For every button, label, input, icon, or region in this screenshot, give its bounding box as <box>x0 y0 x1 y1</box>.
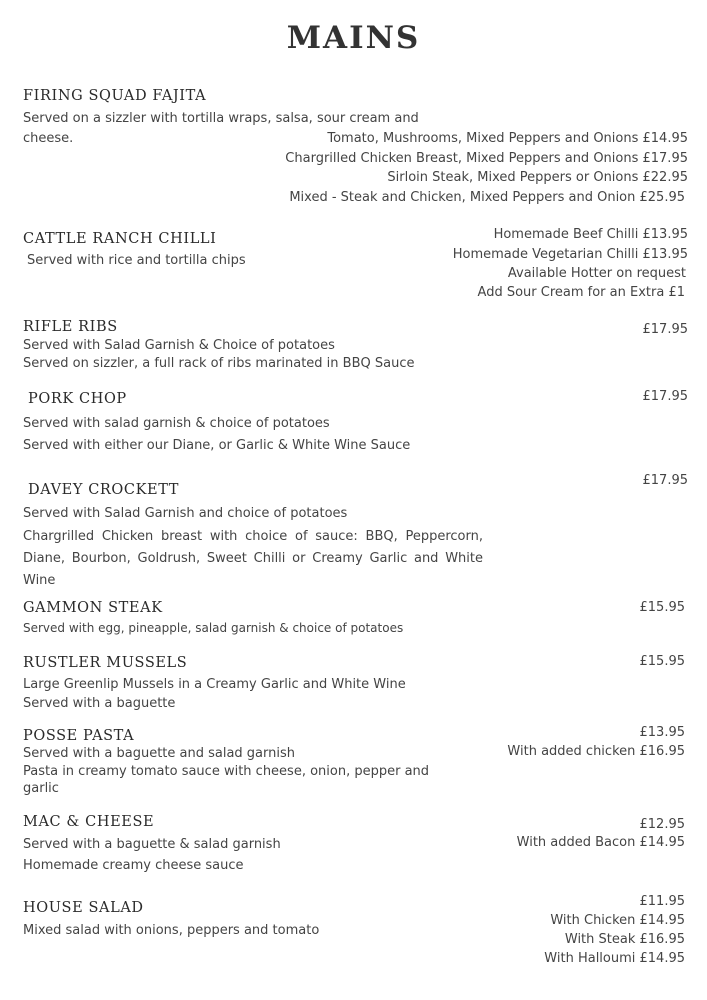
chilli-option: Homemade Vegetarian Chilli £13.95 <box>452 247 688 262</box>
salad-option: With Chicken £14.95 <box>550 913 685 928</box>
fajita-option: Chargrilled Chicken Breast, Mixed Peppers and Onions £17.95 <box>285 151 688 166</box>
chilli-option: Available Hotter on request <box>507 266 686 281</box>
davey-price: £17.95 <box>642 473 688 488</box>
mac-price: £12.95 <box>639 817 685 832</box>
fajita-option: Sirloin Steak, Mixed Peppers or Onions £22.95 <box>387 170 688 185</box>
mussels-name: RUSTLER MUSSELS <box>23 655 188 671</box>
mussels-description: Large Greenlip Mussels in a Creamy Garlic and White Wine <box>23 677 406 692</box>
page-title: MAINS <box>286 20 421 56</box>
gammon-name: GAMMON STEAK <box>23 600 163 616</box>
salad-description: Mixed salad with onions, peppers and tomato <box>23 923 320 938</box>
salad-option: £11.95 <box>639 894 685 909</box>
gammon-description: Served with egg, pineapple, salad garnish & choice of potatoes <box>23 621 404 635</box>
mac-extra: With added Bacon £14.95 <box>516 835 685 850</box>
davey-description: Served with Salad Garnish and choice of potatoes <box>23 506 348 521</box>
pasta-extra: With added chicken £16.95 <box>507 744 685 759</box>
ribs-description: Served with Salad Garnish & Choice of potatoes <box>23 338 335 353</box>
ribs-price: £17.95 <box>642 322 688 337</box>
chilli-option: Add Sour Cream for an Extra £1 <box>477 285 685 300</box>
salad-name: HOUSE SALAD <box>23 900 144 916</box>
salad-option: With Steak £16.95 <box>564 932 685 947</box>
mussels-description: Served with a baguette <box>23 696 176 711</box>
davey-name: DAVEY CROCKETT <box>28 482 180 498</box>
pork-name: PORK CHOP <box>28 391 127 407</box>
chilli-description: Served with rice and tortilla chips <box>27 253 246 268</box>
pasta-price: £13.95 <box>639 725 685 740</box>
davey-description: Chargrilled Chicken breast with choice of sauce: BBQ, Peppercorn, Diane, Bourbon, Goldrush, Sweet Chilli or Creamy Garlic and White Wine <box>23 529 483 588</box>
chilli-name: CATTLE RANCH CHILLI <box>23 231 217 247</box>
pork-description: Served with salad garnish & choice of potatoes <box>23 416 330 431</box>
mac-description: Served with a baguette & salad garnish <box>23 837 281 852</box>
pork-price: £17.95 <box>642 389 688 404</box>
ribs-description: Served on sizzler, a full rack of ribs marinated in BBQ Sauce <box>23 356 415 371</box>
pasta-description: Served with a baguette and salad garnish <box>23 746 296 761</box>
fajita-name: FIRING SQUAD FAJITA <box>23 88 207 104</box>
gammon-price: £15.95 <box>639 600 685 615</box>
pasta-description: Pasta in creamy tomato sauce with cheese, onion, pepper and garlic <box>23 764 430 796</box>
pork-description: Served with either our Diane, or Garlic & White Wine Sauce <box>23 438 411 453</box>
chilli-option: Homemade Beef Chilli £13.95 <box>493 227 688 242</box>
fajita-option: Mixed - Steak and Chicken, Mixed Peppers and Onion £25.95 <box>289 190 685 205</box>
fajita-description: Served on a sizzler with tortilla wraps, salsa, sour cream and cheese. <box>23 111 419 146</box>
salad-option: With Halloumi £14.95 <box>544 951 685 966</box>
mac-description: Homemade creamy cheese sauce <box>23 858 244 873</box>
mussels-price: £15.95 <box>639 654 685 669</box>
mac-name: MAC & CHEESE <box>23 814 155 830</box>
pasta-name: POSSE PASTA <box>23 728 135 744</box>
fajita-option: Tomato, Mushrooms, Mixed Peppers and Onions £14.95 <box>327 131 688 146</box>
ribs-name: RIFLE RIBS <box>23 319 118 335</box>
